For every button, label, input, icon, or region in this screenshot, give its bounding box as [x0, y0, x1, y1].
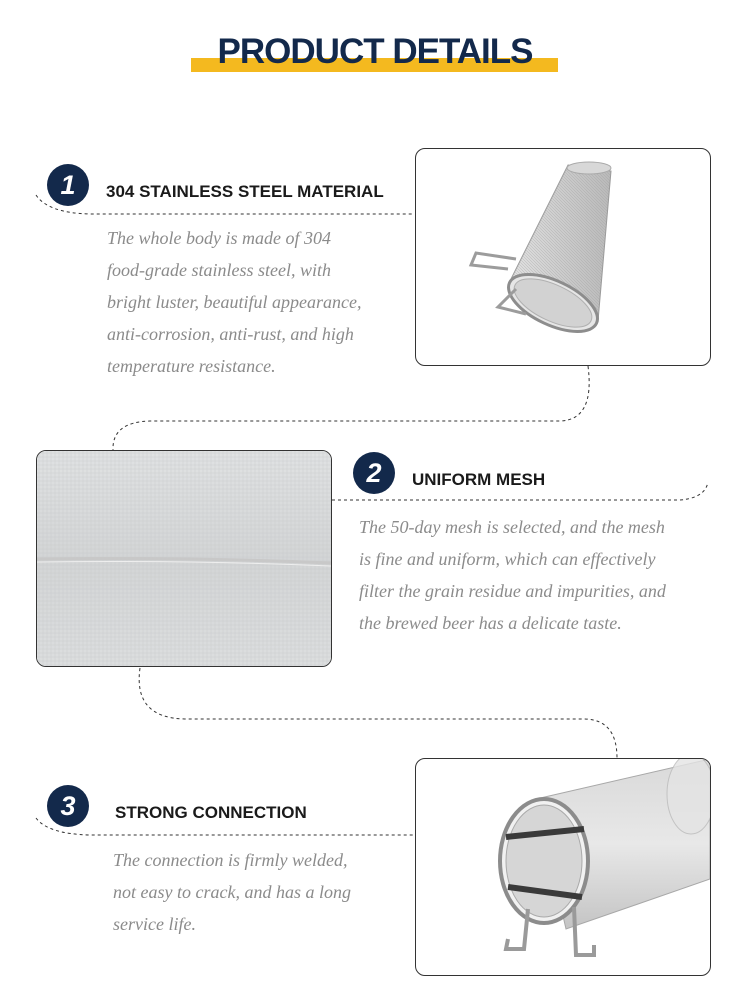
section-2-title: UNIFORM MESH	[412, 470, 546, 489]
section-3-description: The connection is firmly welded, not easy to crack, and has a long service life.	[113, 850, 351, 934]
section-2-number-badge: 2	[353, 452, 395, 494]
section-2-mesh-image	[36, 450, 332, 667]
section-1-title: 304 STAINLESS STEEL MATERIAL	[106, 182, 384, 201]
connector-2-3	[139, 668, 617, 758]
section-3-product-image	[415, 758, 711, 976]
section-2-description: The 50-day mesh is selected, and the mesh is fine and uniform, which can effectively filter the grain residue and impurities, and the brewed beer has a delicate taste.	[359, 517, 666, 633]
cylinder-filter-illustration	[416, 149, 710, 365]
welded-connection-illustration	[416, 759, 710, 975]
section-3-number-badge: 3	[47, 785, 89, 827]
mesh-closeup-illustration	[37, 451, 331, 666]
section-1-number-badge: 1	[47, 164, 89, 206]
section-3-title: STRONG CONNECTION	[115, 803, 307, 822]
page-title: PRODUCT DETAILS	[217, 32, 533, 71]
section-1-product-image	[415, 148, 711, 366]
section-1-description: The whole body is made of 304 food-grade stainless steel, with bright luster, beautiful appearance, anti-corrosion, anti-rust, and high temperature resistance.	[107, 228, 362, 376]
